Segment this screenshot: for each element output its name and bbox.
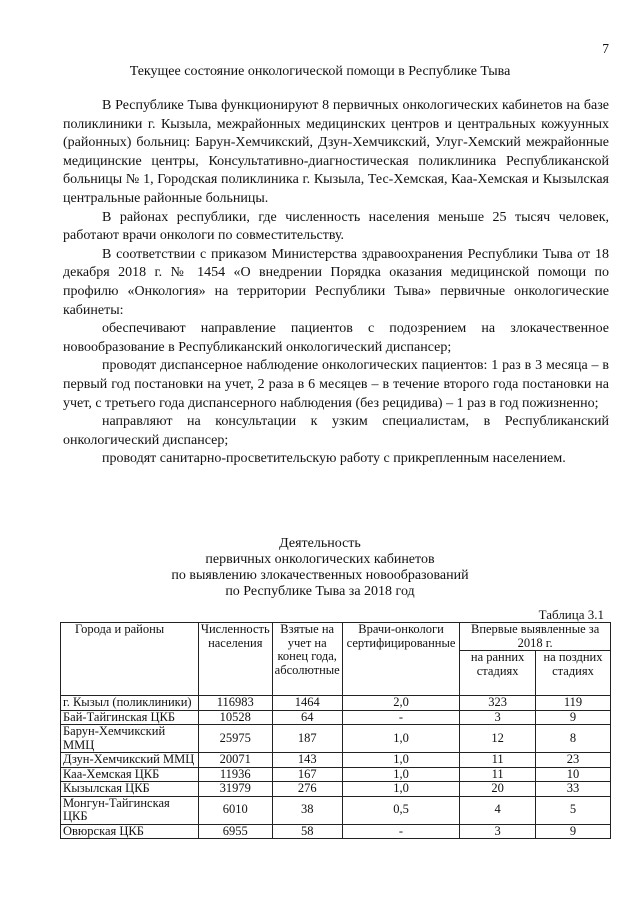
cell-registered: 167 [272,767,342,782]
cell-doctors: 1,0 [342,782,460,797]
cell-early: 4 [460,796,536,824]
cell-name: Кызылская ЦКБ [61,782,199,797]
cell-registered: 58 [272,824,342,839]
table-row [61,696,611,711]
cell-name: Бай-Тайгинская ЦКБ [61,710,199,725]
cell-doctors: 0,5 [342,796,460,824]
table-row [61,725,611,753]
header-doctors: Врачи-онкологи сертифицированные [342,623,460,696]
cell-registered: 64 [272,710,342,725]
table-row [61,767,611,782]
cell-late: 10 [535,767,610,782]
cell-late: 33 [535,782,610,797]
cell-doctors: 1,0 [342,725,460,753]
header-population: Численность населения [198,623,272,696]
cell-late: 119 [535,696,610,711]
cell-doctors: 1,0 [342,767,460,782]
cell-doctors: - [342,710,460,725]
cell-registered: 38 [272,796,342,824]
cell-doctors: 1,0 [342,753,460,768]
cell-name: Монгун-Тайгинская ЦКБ [61,796,199,824]
paragraph: проводят диспансерное наблюдение онкологических пациентов: 1 раз в 3 месяца – в первый год постановки на учет, 2 раза в 6 месяцев – в течение второго года постановки на учет, с третьего года диспансерного наблюдения (без рецидива) – 1 раз в год пожизненно; [63,358,609,411]
cell-name: Овюрская ЦКБ [61,824,199,839]
header-registered: Взятые на учет на конец года, абсолютные [272,623,342,696]
paragraph: В Республике Тыва функционируют 8 первичных онкологических кабинетов на базе поликлиники г. Кызыла, межрайонных медицинских центров и центральных кожуунных (районных) больниц: Барун-Хемчикский, Дзун-Хемчикский, Улуг-Хемский межрайонные медицинские центры, Консультативно-диагностическая поликлиника Республиканской больницы № 1, Городская поликлиника г. Кызыла, Тес-Хемская, Каа-Хемская и Кызылская центральные районные больницы. [63,98,609,206]
table-title-line: по выявлению злокачественных новообразований [171,568,469,583]
cell-population: 10528 [198,710,272,725]
cell-early: 3 [460,824,536,839]
cell-early: 323 [460,696,536,711]
cell-early: 20 [460,782,536,797]
paragraph: В соответствии с приказом Министерства здравоохранения Республики Тыва от 18 декабря 2018 г. № 1454 «О внедрении Порядка оказания медицинской помощи по профилю «Онкология» на территории Республики Тыва» первичные онкологические кабинеты: [63,246,609,318]
cell-name: г. Кызыл (поликлиники) [61,696,199,711]
header-first-detected: Впервые выявленные за 2018 г. [460,623,611,651]
paragraph: обеспечивают направление пациентов с подозрением на злокачественное новообразование в Республиканский онкологический диспансер; [63,321,609,355]
cell-registered: 187 [272,725,342,753]
table-label: Таблица 3.1 [538,607,604,622]
cell-population: 6955 [198,824,272,839]
cell-early: 11 [460,753,536,768]
cell-late: 8 [535,725,610,753]
cell-doctors: - [342,824,460,839]
paragraph: направляют на консультации к узким специалистам, в Республиканский онкологический диспансер; [63,414,609,448]
cell-population: 11936 [198,767,272,782]
header-late: на поздних стадиях [535,651,610,696]
table-title-line: Деятельность [279,536,361,551]
cell-population: 116983 [198,696,272,711]
body-text [63,97,609,469]
cell-population: 20071 [198,753,272,768]
cell-late: 5 [535,796,610,824]
paragraph: проводят санитарно-просветительскую работу с прикрепленным населением. [102,451,566,467]
table-title-line: первичных онкологических кабинетов [205,552,435,567]
cell-registered: 276 [272,782,342,797]
table-row [61,796,611,824]
header-early: на ранних стадиях [460,651,536,696]
page-number: 7 [602,41,609,56]
table-title [0,536,640,600]
cell-early: 11 [460,767,536,782]
header-city: Города и районы [61,623,199,696]
table-title-line: по Республике Тыва за 2018 год [225,584,415,599]
cell-late: 9 [535,710,610,725]
section-title: Текущее состояние онкологической помощи в Республике Тыва [129,64,511,79]
cell-early: 12 [460,725,536,753]
table-row [61,710,611,725]
cell-late: 23 [535,753,610,768]
paragraph: В районах республики, где численность населения меньше 25 тысяч человек, работают врачи онкологи по совместительству. [63,209,609,244]
cell-doctors: 2,0 [342,696,460,711]
cell-name: Каа-Хемская ЦКБ [61,767,199,782]
cell-population: 31979 [198,782,272,797]
cell-early: 3 [460,710,536,725]
table-header-row [61,623,611,651]
cell-name: Барун-Хемчикский ММЦ [61,725,199,753]
oncology-table [60,622,611,839]
table-row [61,824,611,839]
cell-late: 9 [535,824,610,839]
cell-registered: 1464 [272,696,342,711]
cell-population: 6010 [198,796,272,824]
cell-name: Дзун-Хемчикский ММЦ [61,753,199,768]
table-row [61,753,611,768]
table-row [61,782,611,797]
cell-registered: 143 [272,753,342,768]
cell-population: 25975 [198,725,272,753]
